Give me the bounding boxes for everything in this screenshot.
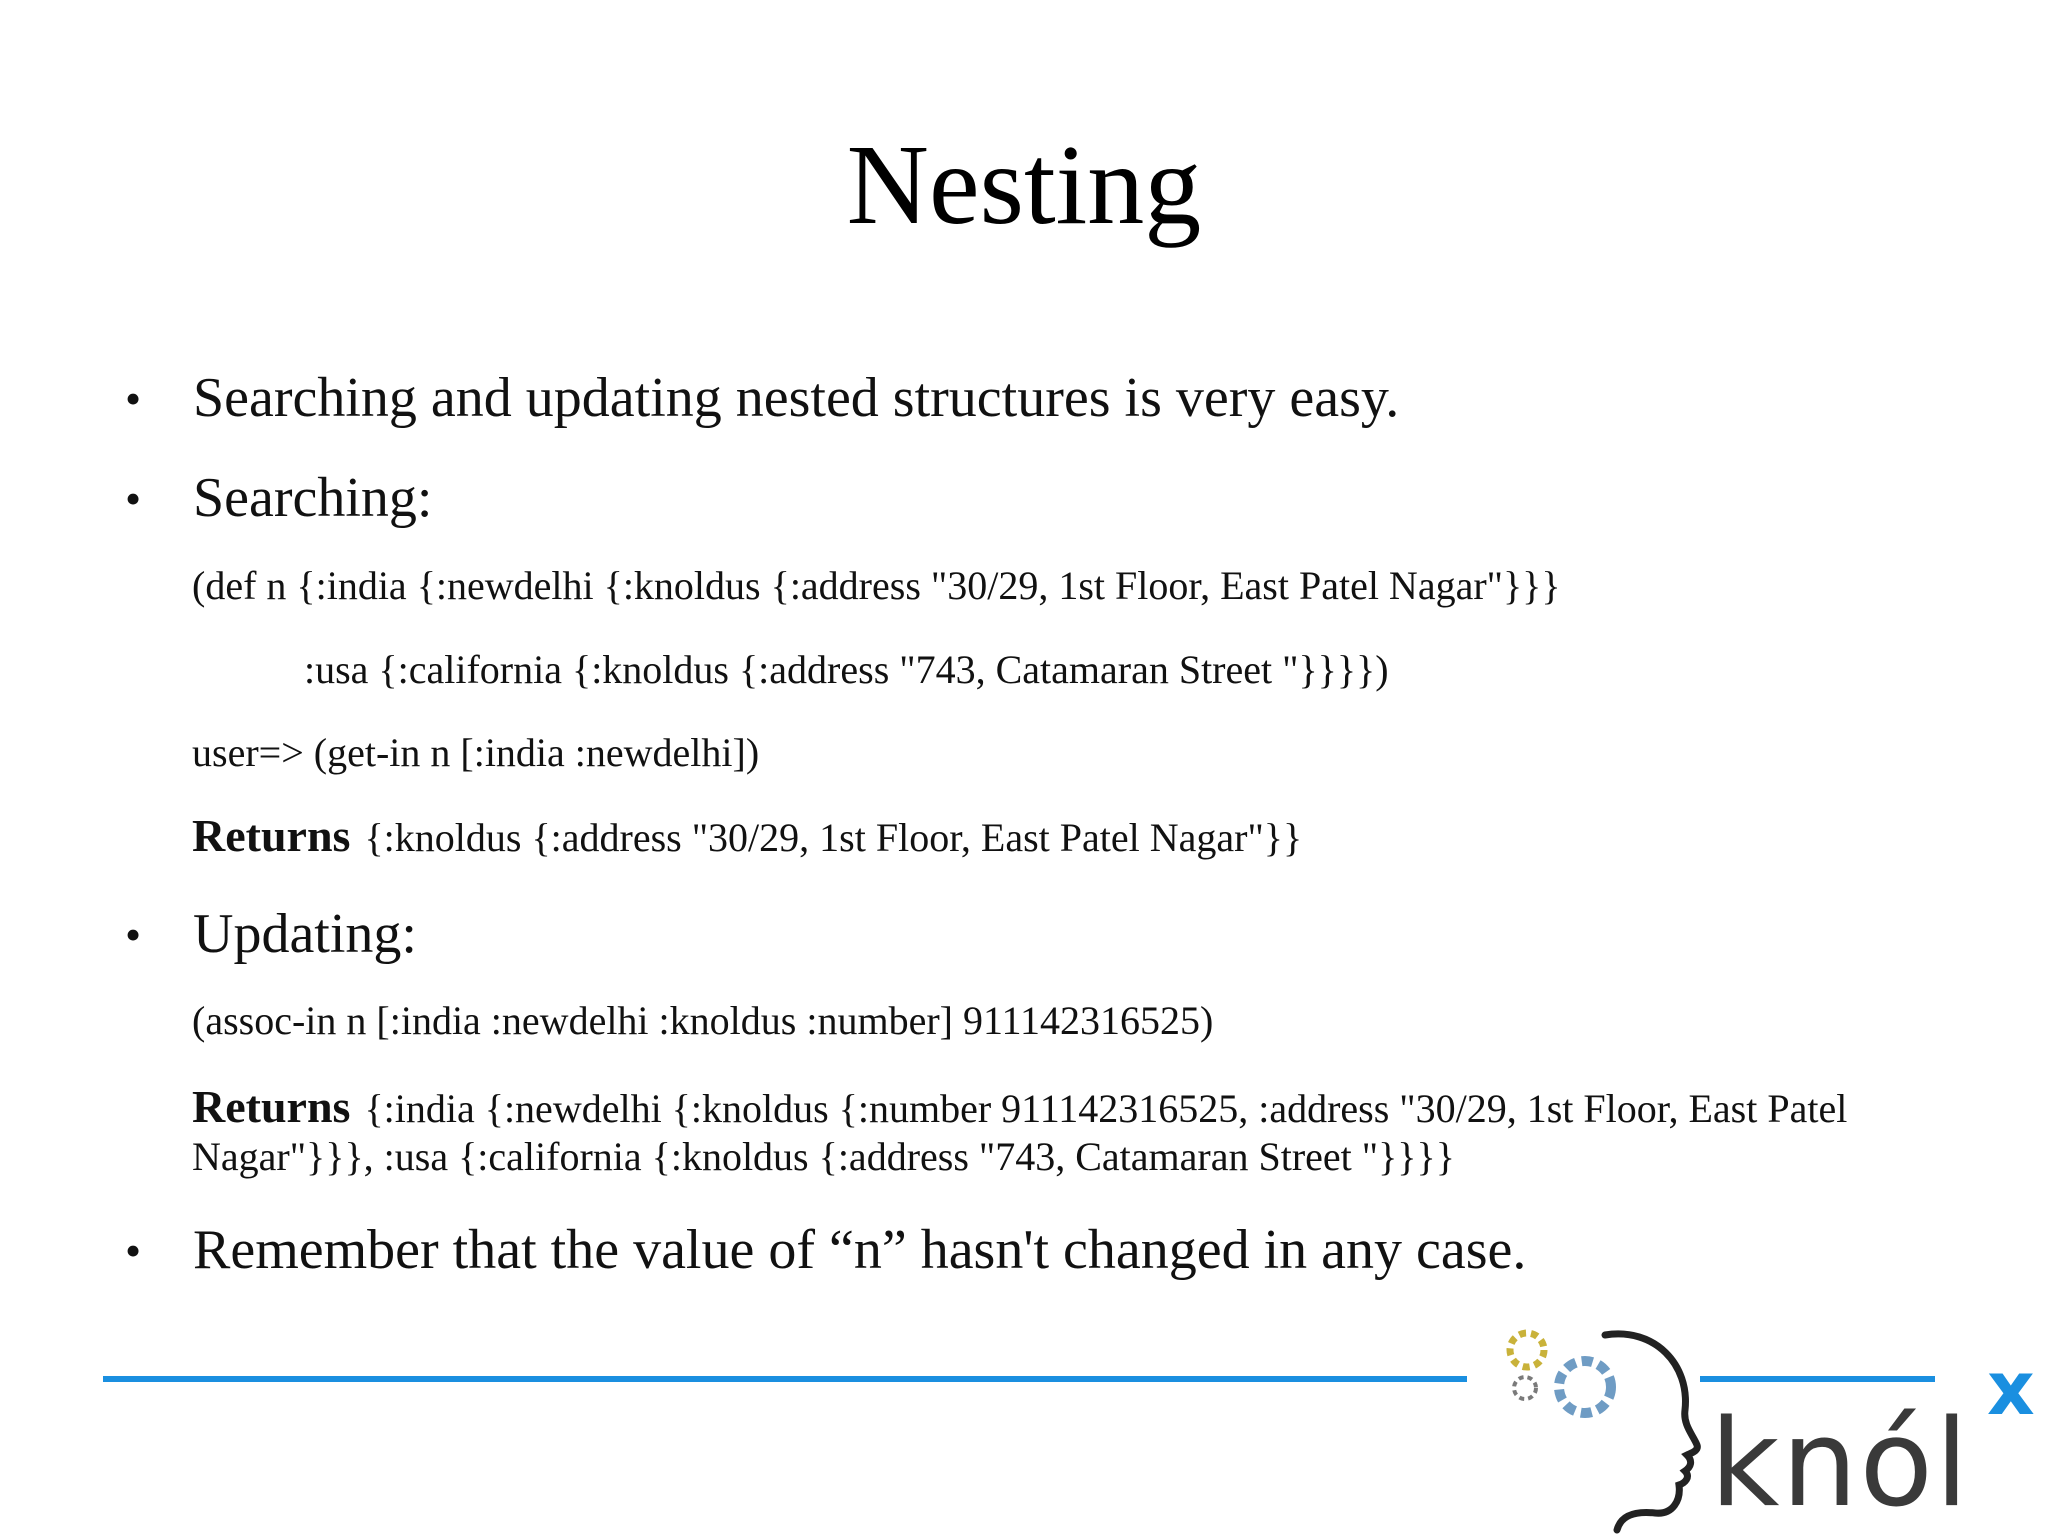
- bullet-item: [125, 367, 1400, 429]
- bullet-text: Searching:: [193, 467, 433, 529]
- bullet-item: [125, 1219, 1527, 1281]
- bullet-item: [125, 903, 417, 965]
- returns-value: {:india {:newdelhi {:knoldus {:number 911142316525, :address "30/29, 1st Floor, East Patel Nagar"}}}, :usa {:california {:knoldus {:address "743, Catamaran Street "}}}}: [192, 1086, 1848, 1179]
- slide-title: Nesting: [846, 121, 1202, 248]
- logo-wordmark: knól: [1710, 1395, 1971, 1534]
- returns-label: Returns: [192, 1081, 351, 1132]
- bullet-text: Searching and updating nested structures is very easy.: [193, 367, 1400, 429]
- bullet-text: Updating:: [193, 903, 417, 965]
- bullet-dot-icon: •: [125, 473, 142, 525]
- update-returns: [192, 1083, 1912, 1181]
- footer-rule-left: [103, 1376, 1467, 1382]
- bullet-dot-icon: •: [125, 373, 142, 425]
- bullet-dot-icon: •: [125, 909, 142, 961]
- code-def-line-2: :usa {:california {:knoldus {:address "743, Catamaran Street "}}}}): [304, 647, 1389, 692]
- bullet-text: Remember that the value of “n” hasn't changed in any case.: [193, 1219, 1527, 1281]
- bullet-dot-icon: •: [125, 1225, 142, 1277]
- returns-label: Returns: [192, 810, 351, 861]
- returns-value: {:knoldus {:address "30/29, 1st Floor, East Patel Nagar"}}: [364, 815, 1303, 860]
- bullet-item: [125, 467, 433, 529]
- logo-superscript: x: [1987, 1346, 2035, 1432]
- search-returns: [192, 812, 1912, 862]
- code-get-in-call: user=> (get-in n [:india :newdelhi]): [192, 730, 760, 775]
- code-def-line-1: (def n {:india {:newdelhi {:knoldus {:address "30/29, 1st Floor, East Patel Nagar"}}}: [192, 563, 1561, 608]
- code-assoc-in-call: (assoc-in n [:india :newdelhi :knoldus :number] 911142316525): [192, 998, 1214, 1043]
